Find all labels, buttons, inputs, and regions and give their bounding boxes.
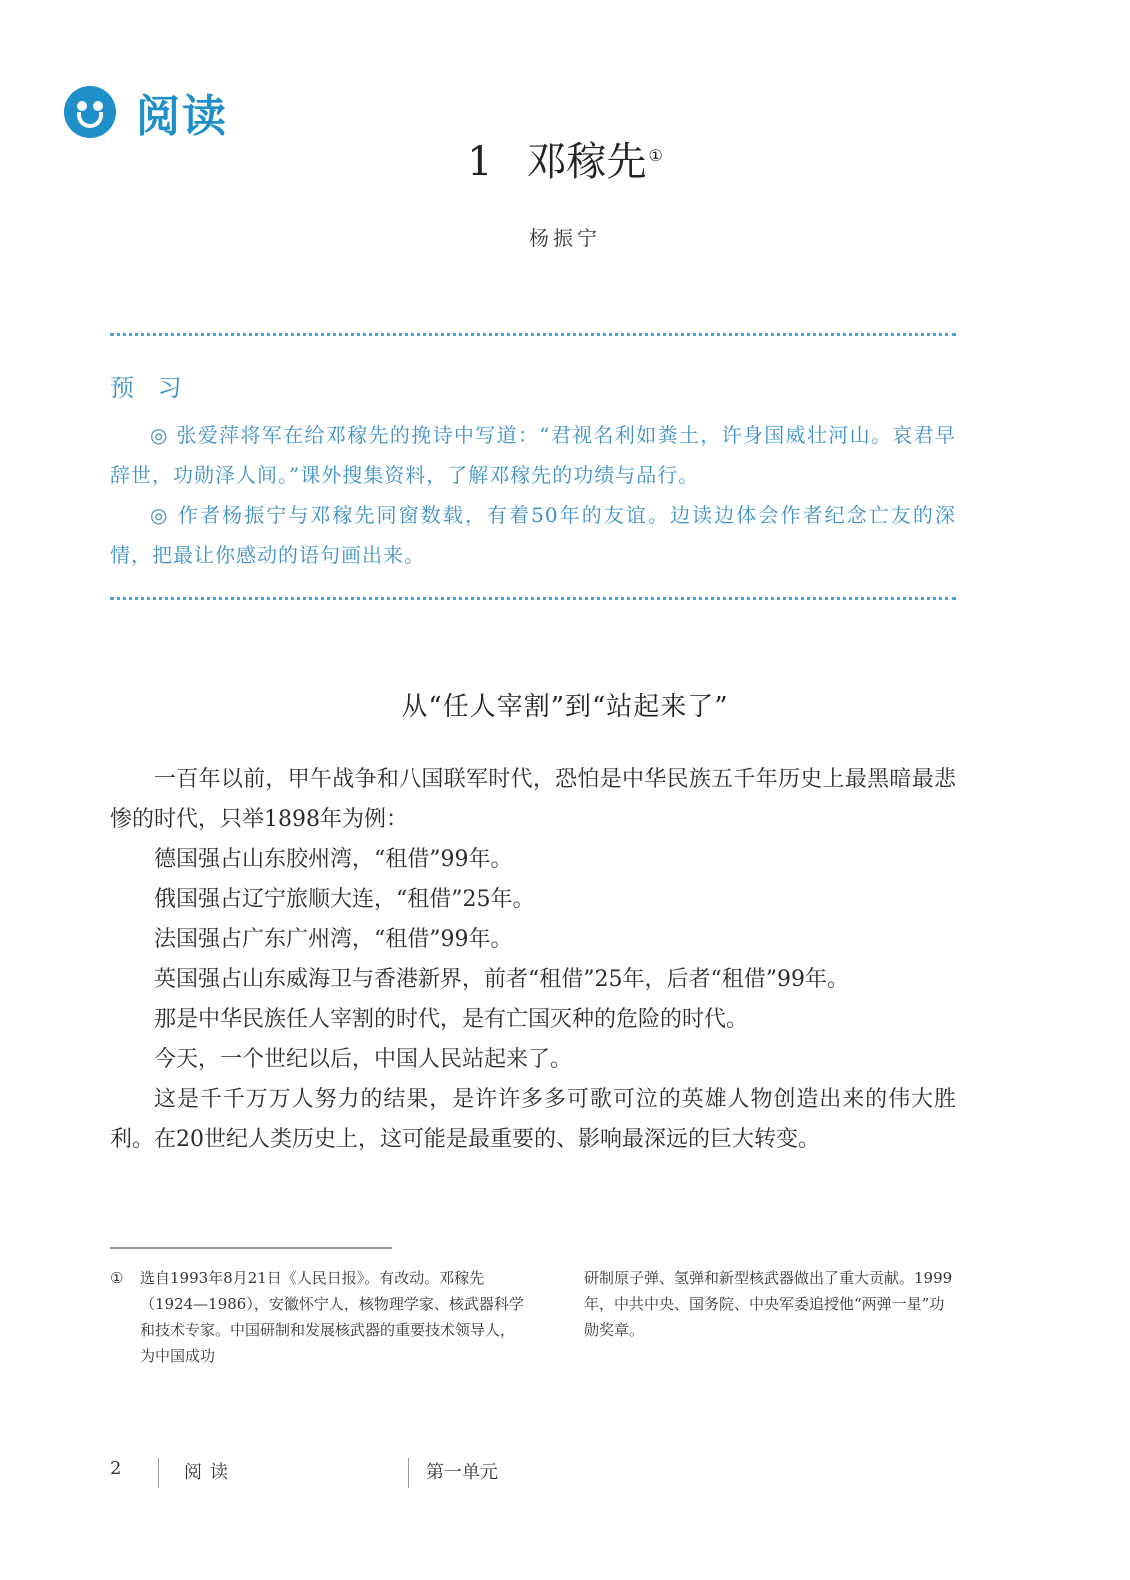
author-name: 杨振宁 xyxy=(529,226,601,250)
page-footer xyxy=(110,1458,956,1488)
footer-divider xyxy=(158,1458,159,1488)
preview-item: ◎ 作者杨振宁与邓稼先同窗数载，有着50年的友谊。边读边体会作者纪念亡友的深情，把最让你感动的语句画出来。 xyxy=(110,503,956,567)
preview-top-divider xyxy=(110,333,956,336)
preview-bottom-divider xyxy=(110,597,956,600)
body-paragraph: 英国强占山东威海卫与香港新界，前者“租借”25年，后者“租借”99年。 xyxy=(154,967,849,992)
page-number: 2 xyxy=(110,1458,122,1479)
lesson-number: 1 xyxy=(467,139,493,185)
preview-item: ◎ 张爱萍将军在给邓稼先的挽诗中写道：“君视名利如粪土，许身国威壮河山。哀君早辞世，功勋泽人间。”课外搜集资料，了解邓稼先的功绩与品行。 xyxy=(110,423,956,487)
footer-book-label: 阅读 xyxy=(184,1462,236,1483)
footnote-text-left: 选自1993年8月21日《人民日报》。有改动。邓稼先（1924—1986），安徽怀宁人，核物理学家、核武器科学和技术专家。中国研制和发展核武器的重要技术领导人，为中国成功 xyxy=(140,1269,524,1365)
smiley-right-eye xyxy=(93,101,103,111)
footnote-marker[interactable]: ① xyxy=(648,145,663,165)
body-text xyxy=(110,760,956,1160)
body-paragraph: 这是千千万万人努力的结果，是许许多多可歌可泣的英雄人物创造出来的伟大胜利。在20世纪人类历史上，这可能是最重要的、影响最深远的巨大转变。 xyxy=(110,1087,956,1152)
footnote-text-right: 研制原子弹、氢弹和新型核武器做出了重大贡献。1999年，中共中央、国务院、中央军委追授他“两弹一星”功勋奖章。 xyxy=(584,1269,953,1339)
smiley-left-eye xyxy=(77,101,87,111)
section-title: 阅读 xyxy=(136,91,228,142)
body-paragraph: 那是中华民族任人宰割的时代，是有亡国灭种的危险的时代。 xyxy=(154,1007,749,1032)
lesson-title-text: 邓稼先 xyxy=(526,139,647,185)
body-paragraph: 德国强占山东胶州湾，“租借”99年。 xyxy=(154,847,513,872)
lesson-title xyxy=(0,130,1130,187)
footer-unit-label: 第一单元 xyxy=(426,1462,498,1483)
body-paragraph: 今天，一个世纪以后，中国人民站起来了。 xyxy=(154,1047,573,1072)
body-paragraph: 法国强占广东广州湾，“租借”99年。 xyxy=(154,927,513,952)
section-subtitle: 从“任人宰割”到“站起来了” xyxy=(401,692,729,722)
footnote-left-column xyxy=(110,1265,528,1369)
smiley-mouth xyxy=(77,112,103,128)
body-paragraph: 俄国强占辽宁旅顺大连，“租借”25年。 xyxy=(154,887,535,912)
footnote-mark: ① xyxy=(110,1269,124,1287)
footnote-rule xyxy=(110,1247,392,1249)
footer-divider xyxy=(408,1458,409,1488)
preview-box xyxy=(110,368,956,575)
body-paragraph: 一百年以前，甲午战争和八国联军时代，恐怕是中华民族五千年历史上最黑暗最悲惨的时代，只举1898年为例： xyxy=(110,767,956,832)
preview-label: 预 习 xyxy=(110,374,190,402)
